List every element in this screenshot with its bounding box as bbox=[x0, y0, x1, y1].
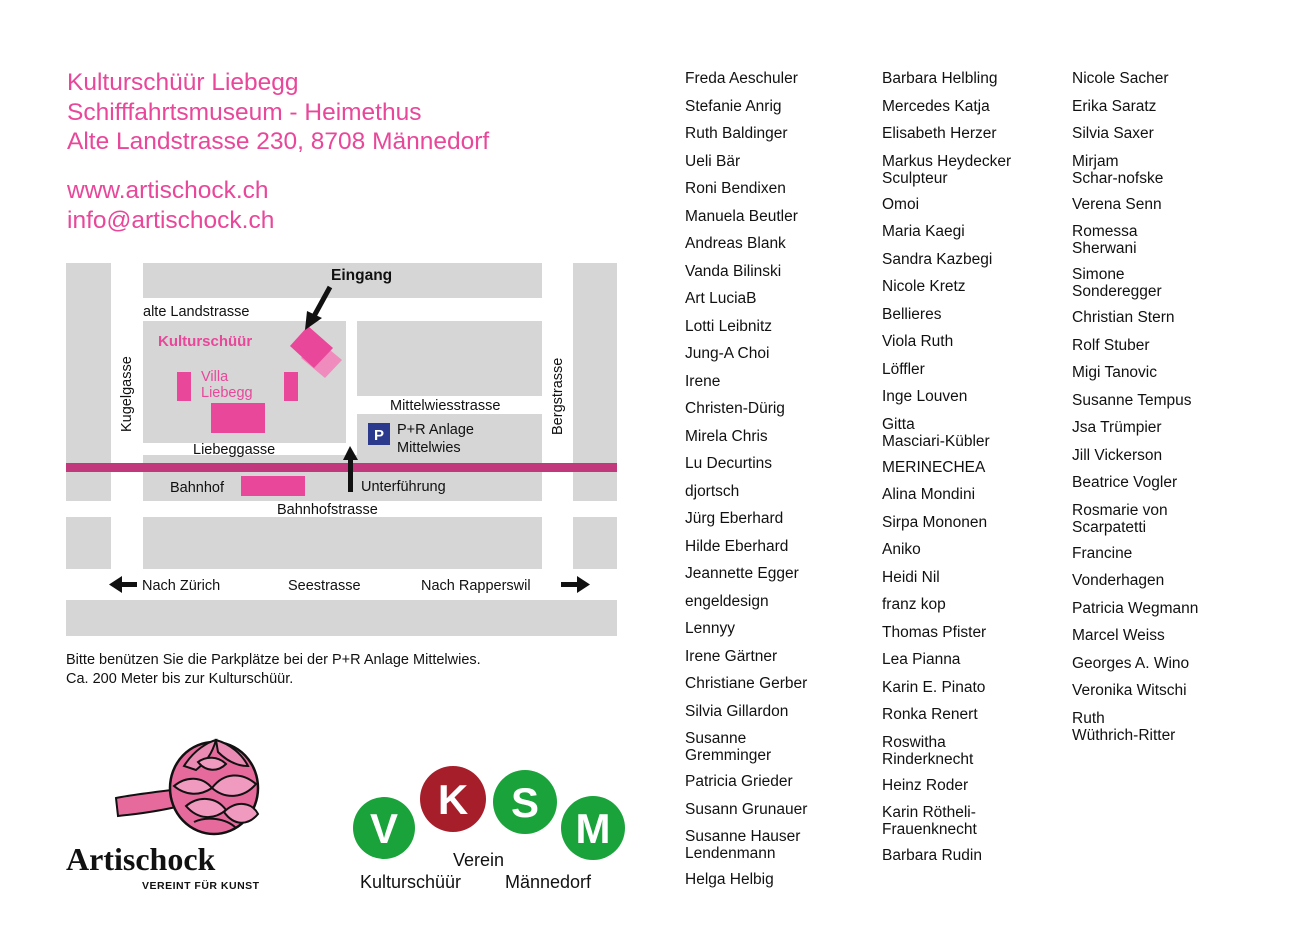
artist-name: Irene Gärtner bbox=[685, 647, 778, 665]
artist-name: Freda Aeschuler bbox=[685, 70, 798, 87]
artist-name: Sirpa Mononen bbox=[882, 513, 988, 531]
artist-name: djortsch bbox=[685, 482, 740, 500]
artist-name: Veronika Witschi bbox=[1072, 682, 1187, 699]
label-bahnhof: Bahnhof bbox=[170, 480, 225, 496]
artist-name: Silvia Gillardon bbox=[685, 702, 789, 720]
artischock-logo bbox=[66, 736, 276, 896]
artist-name: Lotti Leibnitz bbox=[685, 317, 773, 335]
artist-name: Simone Sonderegger bbox=[1072, 266, 1162, 300]
artist-name: Rolf Stuber bbox=[1072, 336, 1150, 354]
artist-name: Ronka Renert bbox=[882, 706, 978, 723]
artist-name: Mirela Chris bbox=[685, 427, 768, 445]
artist-name: Vonderhagen bbox=[1072, 572, 1165, 589]
artist-name: Sandra Kazbegi bbox=[882, 250, 993, 268]
artist-name: Stefanie Anrig bbox=[685, 97, 782, 115]
artist-name: Jsa Trümpier bbox=[1072, 419, 1162, 436]
address-line-museum: Schifffahrtsmuseum - Heimethus bbox=[67, 98, 422, 126]
artist-name: Thomas Pfister bbox=[882, 623, 987, 641]
parking-note-line1: Bitte benützen Sie die Parkplätze bei der P+R Anlage Mittelwies. bbox=[66, 652, 481, 668]
label-mittelwiesstrasse: Mittelwiesstrasse bbox=[390, 398, 501, 414]
artischock-tagline: VEREINT FÜR KUNST bbox=[142, 880, 260, 892]
artist-name: Vanda Bilinski bbox=[685, 262, 782, 280]
artist-name: Beatrice Vogler bbox=[1072, 474, 1178, 491]
artist-name: engeldesign bbox=[685, 592, 769, 610]
vksm-letter-m: M bbox=[575, 805, 611, 852]
artist-name: Hilde Eberhard bbox=[685, 537, 789, 555]
artist-name: Patricia Wegmann bbox=[1072, 599, 1199, 617]
artist-name: Andreas Blank bbox=[685, 235, 786, 252]
address-line-venue: Kulturschüür Liebegg bbox=[67, 69, 299, 96]
artist-name: Ruth Wüthrich-Ritter bbox=[1072, 709, 1176, 744]
artist-name: Jung-A Choi bbox=[685, 345, 770, 362]
parking-note bbox=[66, 651, 481, 689]
label-bahnhofstrasse: Bahnhofstrasse bbox=[277, 502, 378, 518]
artist-name: Heidi Nil bbox=[882, 568, 940, 586]
artist-name: Nicole Kretz bbox=[882, 278, 966, 295]
artist-name: Susanne Hauser Lendenmann bbox=[685, 828, 801, 862]
artischock-name: Artischock bbox=[66, 841, 216, 877]
artist-name: Inge Louven bbox=[882, 388, 968, 405]
artist-name: Roni Bendixen bbox=[685, 180, 786, 197]
artist-name: Manuela Beutler bbox=[685, 207, 798, 225]
artist-name: Lennyy bbox=[685, 620, 735, 637]
artist-name: Susanne Gremminger bbox=[685, 730, 772, 764]
label-parking-line2: Mittelwies bbox=[397, 440, 461, 456]
artist-name: Elisabeth Herzer bbox=[882, 125, 997, 142]
artist-name: Roswitha Rinderknecht bbox=[882, 733, 974, 768]
artist-name: Nicole Sacher bbox=[1072, 70, 1169, 87]
artist-name: Erika Saratz bbox=[1072, 97, 1157, 115]
artist-name: Susann Grunauer bbox=[685, 800, 808, 818]
artist-name: Lea Pianna bbox=[882, 651, 961, 668]
vksm-letter-v: V bbox=[369, 805, 399, 852]
label-unterfuhrung: Unterführung bbox=[361, 479, 446, 495]
label-liebeggasse: Liebeggasse bbox=[193, 442, 276, 458]
villa-building-main bbox=[211, 403, 265, 433]
vksm-logo bbox=[350, 766, 630, 896]
artist-name: Markus Heydecker Sculpteur bbox=[882, 152, 1012, 187]
label-bergstrasse: Bergstrasse bbox=[550, 357, 566, 435]
artist-name: Georges A. Wino bbox=[1072, 654, 1190, 672]
label-liebegg: Liebegg bbox=[201, 385, 253, 401]
label-villa: Villa bbox=[201, 369, 229, 385]
artist-name: Barbara Helbling bbox=[882, 70, 998, 87]
artist-name: Ruth Baldinger bbox=[685, 125, 788, 142]
artist-name: Omoi bbox=[882, 195, 920, 213]
artist-name: Susanne Tempus bbox=[1072, 391, 1192, 409]
artist-name: Jürg Eberhard bbox=[685, 510, 784, 527]
artist-name: Marcel Weiss bbox=[1072, 627, 1165, 644]
artist-name: Viola Ruth bbox=[882, 333, 954, 350]
vksm-letter-s: S bbox=[510, 779, 540, 826]
location-map bbox=[0, 0, 640, 700]
vksm-mannedorf: Männedorf bbox=[505, 872, 592, 892]
vksm-kulturschuur: Kulturschüür bbox=[360, 872, 462, 892]
artist-name: Bellieres bbox=[882, 305, 942, 323]
label-alte-landstrasse: alte Landstrasse bbox=[143, 304, 250, 320]
artist-name: Lu Decurtins bbox=[685, 455, 773, 472]
artist-name: Mirjam Schar-nofske bbox=[1072, 152, 1164, 187]
artist-name: Alina Mondini bbox=[882, 486, 976, 503]
artist-name: Karin E. Pinato bbox=[882, 678, 986, 696]
artist-name: Jill Vickerson bbox=[1072, 446, 1163, 464]
parking-icon-letter: P bbox=[373, 427, 385, 444]
arrow-right-icon bbox=[561, 576, 590, 593]
artist-name: Karin Rötheli- Frauenknecht bbox=[882, 804, 977, 838]
label-kulturschuur: Kulturschüür bbox=[158, 333, 253, 350]
artist-name: Christian Stern bbox=[1072, 309, 1175, 326]
artist-name: Rosmarie von Scarpatetti bbox=[1072, 501, 1168, 536]
artist-name: Francine bbox=[1072, 544, 1133, 562]
villa-building-right bbox=[284, 372, 298, 401]
artist-name: Mercedes Katja bbox=[882, 97, 990, 115]
artist-name: Silvia Saxer bbox=[1072, 125, 1154, 142]
artist-name: Patricia Grieder bbox=[685, 773, 793, 790]
label-nach-zurich: Nach Zürich bbox=[142, 578, 221, 594]
villa-building-left bbox=[177, 372, 191, 401]
artist-name: franz kop bbox=[882, 596, 946, 613]
artist-name: Irene bbox=[685, 372, 721, 390]
artichoke-icon bbox=[116, 740, 258, 834]
artist-name: Christiane Gerber bbox=[685, 675, 808, 692]
vksm-verein: Verein bbox=[453, 850, 505, 870]
address-line-street: Alte Landstrasse 230, 8708 Männedorf bbox=[67, 128, 490, 155]
artist-name: Ueli Bär bbox=[685, 152, 741, 170]
email-link[interactable]: info@artischock.ch bbox=[67, 206, 275, 234]
vksm-letter-k: K bbox=[437, 776, 469, 823]
artist-name: MERINECHEA bbox=[882, 458, 986, 476]
artist-name: Löffler bbox=[882, 360, 925, 378]
label-eingang: Eingang bbox=[331, 267, 393, 284]
arrow-left-icon bbox=[109, 576, 137, 593]
artist-name: Art LuciaB bbox=[685, 290, 757, 307]
parking-note-line2: Ca. 200 Meter bis zur Kulturschüür. bbox=[66, 671, 294, 687]
artist-name: Gitta Masciari-Kübler bbox=[882, 415, 990, 450]
artist-name: Christen-Dürig bbox=[685, 400, 785, 417]
label-seestrasse: Seestrasse bbox=[288, 578, 361, 594]
website-link[interactable]: www.artischock.ch bbox=[67, 177, 269, 204]
artist-name: Heinz Roder bbox=[882, 776, 969, 794]
artist-name: Helga Helbig bbox=[685, 871, 774, 888]
bahnhof-building bbox=[241, 476, 305, 496]
label-nach-rapperswil: Nach Rapperswil bbox=[421, 578, 531, 594]
artist-name: Jeannette Egger bbox=[685, 565, 799, 582]
artist-name: Romessa Sherwani bbox=[1072, 223, 1138, 257]
artist-name: Aniko bbox=[882, 541, 921, 558]
artist-name: Migi Tanovic bbox=[1072, 364, 1158, 381]
railway-line bbox=[66, 463, 617, 472]
artist-name: Maria Kaegi bbox=[882, 223, 965, 240]
label-kugelgasse: Kugelgasse bbox=[119, 356, 135, 432]
artist-name: Verena Senn bbox=[1072, 195, 1162, 213]
label-parking-line1: P+R Anlage bbox=[397, 422, 474, 438]
artist-name: Barbara Rudin bbox=[882, 847, 982, 864]
